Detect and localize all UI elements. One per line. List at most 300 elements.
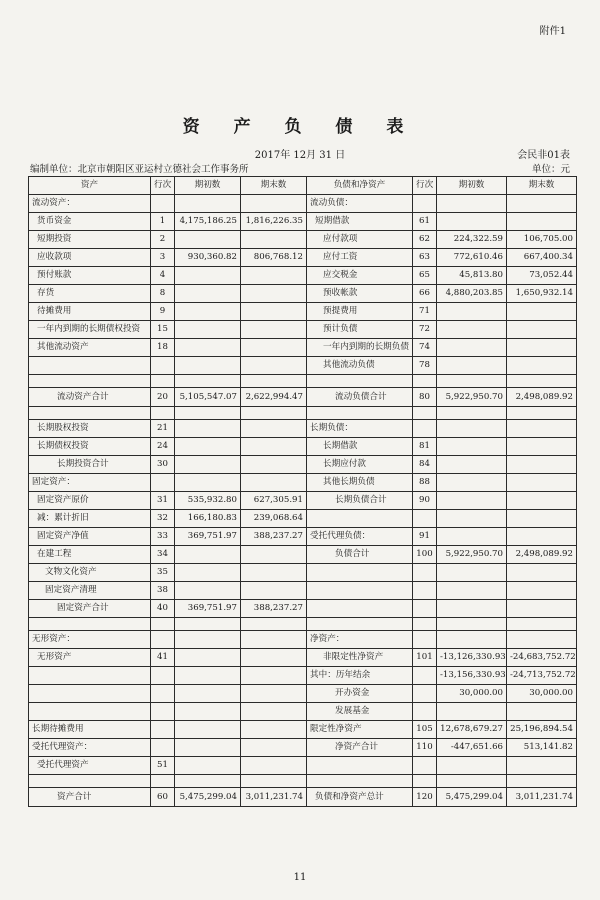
asset-begin [175,649,241,667]
liability-begin [437,528,507,546]
asset-row-no: 41 [151,649,175,667]
asset-row-no: 40 [151,600,175,618]
table-row [29,303,577,321]
asset-row-no: 4 [151,267,175,285]
asset-begin: 535,932.80 [175,492,241,510]
liability-name: 预计负债 [307,321,413,339]
table-row [29,510,577,528]
asset-begin: 166,180.83 [175,510,241,528]
asset-name: 待摊费用 [29,303,151,321]
asset-row-no [151,375,175,388]
asset-row-no: 60 [151,788,175,807]
header-end-2: 期末数 [507,177,577,195]
asset-name: 存货 [29,285,151,303]
liability-row-no [413,685,437,703]
asset-begin [175,546,241,564]
asset-name: 固定资产： [29,474,151,492]
liability-end [507,420,577,438]
asset-end [241,339,307,357]
liability-row-no [413,375,437,388]
asset-name: 固定资产原价 [29,492,151,510]
asset-name [29,618,151,631]
liability-name: 净资产： [307,631,413,649]
table-row [29,375,577,388]
asset-name: 流动资产： [29,195,151,213]
asset-end [241,420,307,438]
header-begin-2: 期初数 [437,177,507,195]
report-date: 2017年 12月 31 日 [254,150,346,161]
liability-begin [437,375,507,388]
liability-name: 开办资金 [307,685,413,703]
liability-row-no: 65 [413,267,437,285]
asset-begin [175,303,241,321]
liability-row-no: 90 [413,492,437,510]
asset-row-no [151,703,175,721]
asset-end [241,582,307,600]
asset-begin: 369,751.97 [175,600,241,618]
asset-name: 货币资金 [29,213,151,231]
asset-name: 长期债权投资 [29,438,151,456]
asset-end: 1,816,226.35 [241,213,307,231]
liability-name: 应交税金 [307,267,413,285]
asset-end [241,667,307,685]
liability-row-no: 88 [413,474,437,492]
liability-row-no [413,195,437,213]
asset-end [241,321,307,339]
liability-row-no [413,564,437,582]
liability-row-no [413,420,437,438]
asset-end [241,438,307,456]
asset-begin [175,474,241,492]
asset-row-no: 51 [151,757,175,775]
table-row [29,249,577,267]
liability-name: 一年内到期的长期负债 [307,339,413,357]
asset-end [241,703,307,721]
asset-begin [175,456,241,474]
table-row [29,739,577,757]
liability-name: 限定性净资产 [307,721,413,739]
table-row [29,757,577,775]
liability-end [507,618,577,631]
table-row [29,420,577,438]
liability-end [507,321,577,339]
asset-name: 受托代理资产： [29,739,151,757]
liability-begin: -13,156,330.93 [437,667,507,685]
asset-begin [175,267,241,285]
liability-begin [437,775,507,788]
asset-begin: 5,475,299.04 [175,788,241,807]
asset-begin [175,407,241,420]
table-row [29,546,577,564]
liability-end: 3,011,231.74 [507,788,577,807]
liability-row-no [413,703,437,721]
liability-end [507,703,577,721]
asset-end [241,631,307,649]
asset-end [241,739,307,757]
liability-name: 负债和净资产总计 [307,788,413,807]
table-row [29,618,577,631]
asset-row-no [151,357,175,375]
asset-row-no: 9 [151,303,175,321]
table-row [29,649,577,667]
liability-name: 预提费用 [307,303,413,321]
table-row [29,685,577,703]
table-row [29,775,577,788]
liability-end: 667,400.34 [507,249,577,267]
liability-begin [437,195,507,213]
liability-end [507,775,577,788]
asset-begin [175,438,241,456]
liability-begin [437,564,507,582]
asset-end [241,775,307,788]
liability-name [307,582,413,600]
liability-begin [437,703,507,721]
liability-end [507,438,577,456]
liability-begin [437,474,507,492]
liability-end: 513,141.82 [507,739,577,757]
asset-name: 受托代理资产 [29,757,151,775]
liability-row-no [413,757,437,775]
asset-begin: 369,751.97 [175,528,241,546]
asset-end [241,546,307,564]
asset-name [29,407,151,420]
asset-name [29,357,151,375]
balance-sheet-table [28,176,577,807]
asset-name: 预付账款 [29,267,151,285]
header-row-no-2: 行次 [413,177,437,195]
asset-name: 无形资产 [29,649,151,667]
liability-name: 长期借款 [307,438,413,456]
annex-label: 附件1 [539,26,566,37]
liability-name: 发展基金 [307,703,413,721]
table-row [29,631,577,649]
asset-name: 短期投资 [29,231,151,249]
liability-name: 短期借款 [307,213,413,231]
liability-begin [437,510,507,528]
liability-name [307,564,413,582]
asset-row-no: 24 [151,438,175,456]
table-row [29,564,577,582]
liability-end [507,757,577,775]
liability-name [307,600,413,618]
liability-begin [437,631,507,649]
liability-end [507,303,577,321]
header-row-no: 行次 [151,177,175,195]
table-row [29,339,577,357]
liability-row-no: 120 [413,788,437,807]
table-row [29,721,577,739]
table-row [29,357,577,375]
asset-end [241,456,307,474]
asset-begin [175,195,241,213]
liability-begin [437,438,507,456]
liability-row-no: 101 [413,649,437,667]
liability-end: 2,498,089.92 [507,388,577,407]
asset-end [241,407,307,420]
liability-row-no [413,618,437,631]
form-code: 会民非01表 [517,150,570,161]
table-row [29,528,577,546]
liability-end [507,339,577,357]
liability-name: 负债合计 [307,546,413,564]
asset-begin [175,285,241,303]
asset-end [241,231,307,249]
liability-end [507,474,577,492]
asset-row-no [151,775,175,788]
table-row [29,456,577,474]
liability-end: -24,683,752.72 [507,649,577,667]
asset-row-no: 30 [151,456,175,474]
liability-name: 净资产合计 [307,739,413,757]
table-row [29,703,577,721]
liability-begin: 772,610.46 [437,249,507,267]
table-header-row [29,177,577,195]
table-row [29,195,577,213]
asset-name: 减：累计折旧 [29,510,151,528]
asset-end [241,564,307,582]
liability-end [507,456,577,474]
asset-row-no [151,474,175,492]
table-body [29,195,577,807]
liability-name: 流动负债： [307,195,413,213]
liability-end [507,528,577,546]
liability-begin: 224,322.59 [437,231,507,249]
asset-end: 3,011,231.74 [241,788,307,807]
asset-row-no [151,631,175,649]
liability-begin [437,757,507,775]
liability-end [507,582,577,600]
table-row [29,213,577,231]
liability-begin [437,618,507,631]
liability-begin [437,213,507,231]
liability-row-no: 81 [413,438,437,456]
table-row [29,321,577,339]
liability-row-no: 63 [413,249,437,267]
asset-row-no: 31 [151,492,175,510]
asset-begin: 4,175,186.25 [175,213,241,231]
asset-name [29,375,151,388]
liability-begin [437,303,507,321]
asset-row-no [151,721,175,739]
liability-row-no [413,775,437,788]
asset-row-no: 8 [151,285,175,303]
liability-begin [437,600,507,618]
asset-row-no: 1 [151,213,175,231]
liability-end: 2,498,089.92 [507,546,577,564]
asset-name [29,775,151,788]
liability-end [507,564,577,582]
reporting-unit: 编制单位：北京市朝阳区亚运村立德社会工作事务所 [30,164,249,175]
liability-name: 其中：历年结余 [307,667,413,685]
asset-end [241,375,307,388]
liability-end [507,213,577,231]
asset-begin [175,339,241,357]
asset-name: 应收款项 [29,249,151,267]
asset-begin [175,231,241,249]
asset-begin [175,375,241,388]
asset-begin [175,582,241,600]
asset-row-no: 18 [151,339,175,357]
liability-begin [437,357,507,375]
table-row [29,474,577,492]
table-row [29,285,577,303]
liability-name [307,510,413,528]
liability-begin [437,407,507,420]
table-row [29,667,577,685]
liability-begin: 5,475,299.04 [437,788,507,807]
asset-row-no: 34 [151,546,175,564]
liability-begin [437,339,507,357]
liability-end [507,195,577,213]
liability-end: 1,650,932.14 [507,285,577,303]
asset-row-no: 38 [151,582,175,600]
asset-name: 一年内到期的长期债权投资 [29,321,151,339]
asset-end: 627,305.91 [241,492,307,510]
liability-row-no: 80 [413,388,437,407]
liability-row-no: 61 [413,213,437,231]
asset-begin [175,757,241,775]
liability-begin [437,420,507,438]
liability-begin [437,321,507,339]
asset-row-no [151,667,175,685]
liability-row-no: 100 [413,546,437,564]
asset-row-no [151,685,175,703]
liability-name: 预收帐款 [307,285,413,303]
asset-name [29,703,151,721]
liability-row-no [413,631,437,649]
asset-end [241,195,307,213]
liability-begin [437,582,507,600]
liability-end [507,510,577,528]
liability-name [307,618,413,631]
asset-end [241,303,307,321]
asset-name: 在建工程 [29,546,151,564]
asset-name: 固定资产清理 [29,582,151,600]
asset-begin [175,420,241,438]
table-row [29,231,577,249]
asset-name [29,685,151,703]
header-begin: 期初数 [175,177,241,195]
liability-end: 30,000.00 [507,685,577,703]
liability-name [307,775,413,788]
liability-begin [437,456,507,474]
asset-row-no [151,407,175,420]
asset-begin [175,357,241,375]
table-row [29,492,577,510]
asset-begin [175,775,241,788]
asset-end: 806,768.12 [241,249,307,267]
asset-row-no: 32 [151,510,175,528]
asset-name: 长期待摊费用 [29,721,151,739]
table-row [29,600,577,618]
liability-begin [437,492,507,510]
liability-row-no: 71 [413,303,437,321]
asset-begin [175,564,241,582]
liability-name: 长期负债： [307,420,413,438]
liability-begin: 5,922,950.70 [437,546,507,564]
asset-row-no: 20 [151,388,175,407]
asset-begin [175,685,241,703]
liability-end [507,600,577,618]
asset-row-no [151,739,175,757]
liability-end [507,375,577,388]
header-end: 期末数 [241,177,307,195]
asset-end [241,685,307,703]
asset-name: 无形资产： [29,631,151,649]
asset-end: 388,237.27 [241,528,307,546]
liability-end: 25,196,894.54 [507,721,577,739]
liability-name [307,407,413,420]
liability-row-no: 66 [413,285,437,303]
asset-end [241,618,307,631]
liability-name: 长期负债合计 [307,492,413,510]
liability-row-no: 84 [413,456,437,474]
page-title: 资 产 负 债 表 [182,117,418,137]
liability-row-no [413,407,437,420]
table-row [29,407,577,420]
asset-begin [175,739,241,757]
liability-end [507,631,577,649]
liability-name: 应付工资 [307,249,413,267]
liability-row-no: 72 [413,321,437,339]
table-row [29,388,577,407]
liability-begin: 12,678,679.27 [437,721,507,739]
asset-row-no: 15 [151,321,175,339]
asset-end: 388,237.27 [241,600,307,618]
liability-name: 非限定性净资产 [307,649,413,667]
asset-begin [175,703,241,721]
asset-end: 2,622,994.47 [241,388,307,407]
asset-name: 固定资产净值 [29,528,151,546]
table-row [29,788,577,807]
asset-row-no: 33 [151,528,175,546]
liability-name [307,375,413,388]
header-asset: 资产 [29,177,151,195]
table-row [29,438,577,456]
asset-begin [175,321,241,339]
asset-name [29,667,151,685]
currency-unit: 单位：元 [531,164,570,175]
liability-row-no: 110 [413,739,437,757]
liability-begin: 30,000.00 [437,685,507,703]
asset-end [241,285,307,303]
liability-begin: -13,126,330.93 [437,649,507,667]
liability-name [307,757,413,775]
asset-row-no [151,618,175,631]
asset-end: 239,068.64 [241,510,307,528]
liability-row-no: 78 [413,357,437,375]
asset-end [241,357,307,375]
liability-row-no [413,510,437,528]
asset-row-no: 21 [151,420,175,438]
asset-name: 长期股权投资 [29,420,151,438]
liability-begin: -447,651.66 [437,739,507,757]
liability-begin: 5,922,950.70 [437,388,507,407]
asset-begin [175,667,241,685]
asset-row-no [151,195,175,213]
liability-row-no [413,582,437,600]
asset-name: 资产合计 [29,788,151,807]
liability-row-no [413,600,437,618]
asset-name: 流动资产合计 [29,388,151,407]
page-number: 11 [293,872,307,883]
liability-begin: 45,813.80 [437,267,507,285]
liability-name: 应付款项 [307,231,413,249]
asset-begin [175,618,241,631]
asset-end [241,267,307,285]
liability-row-no: 74 [413,339,437,357]
liability-row-no: 62 [413,231,437,249]
